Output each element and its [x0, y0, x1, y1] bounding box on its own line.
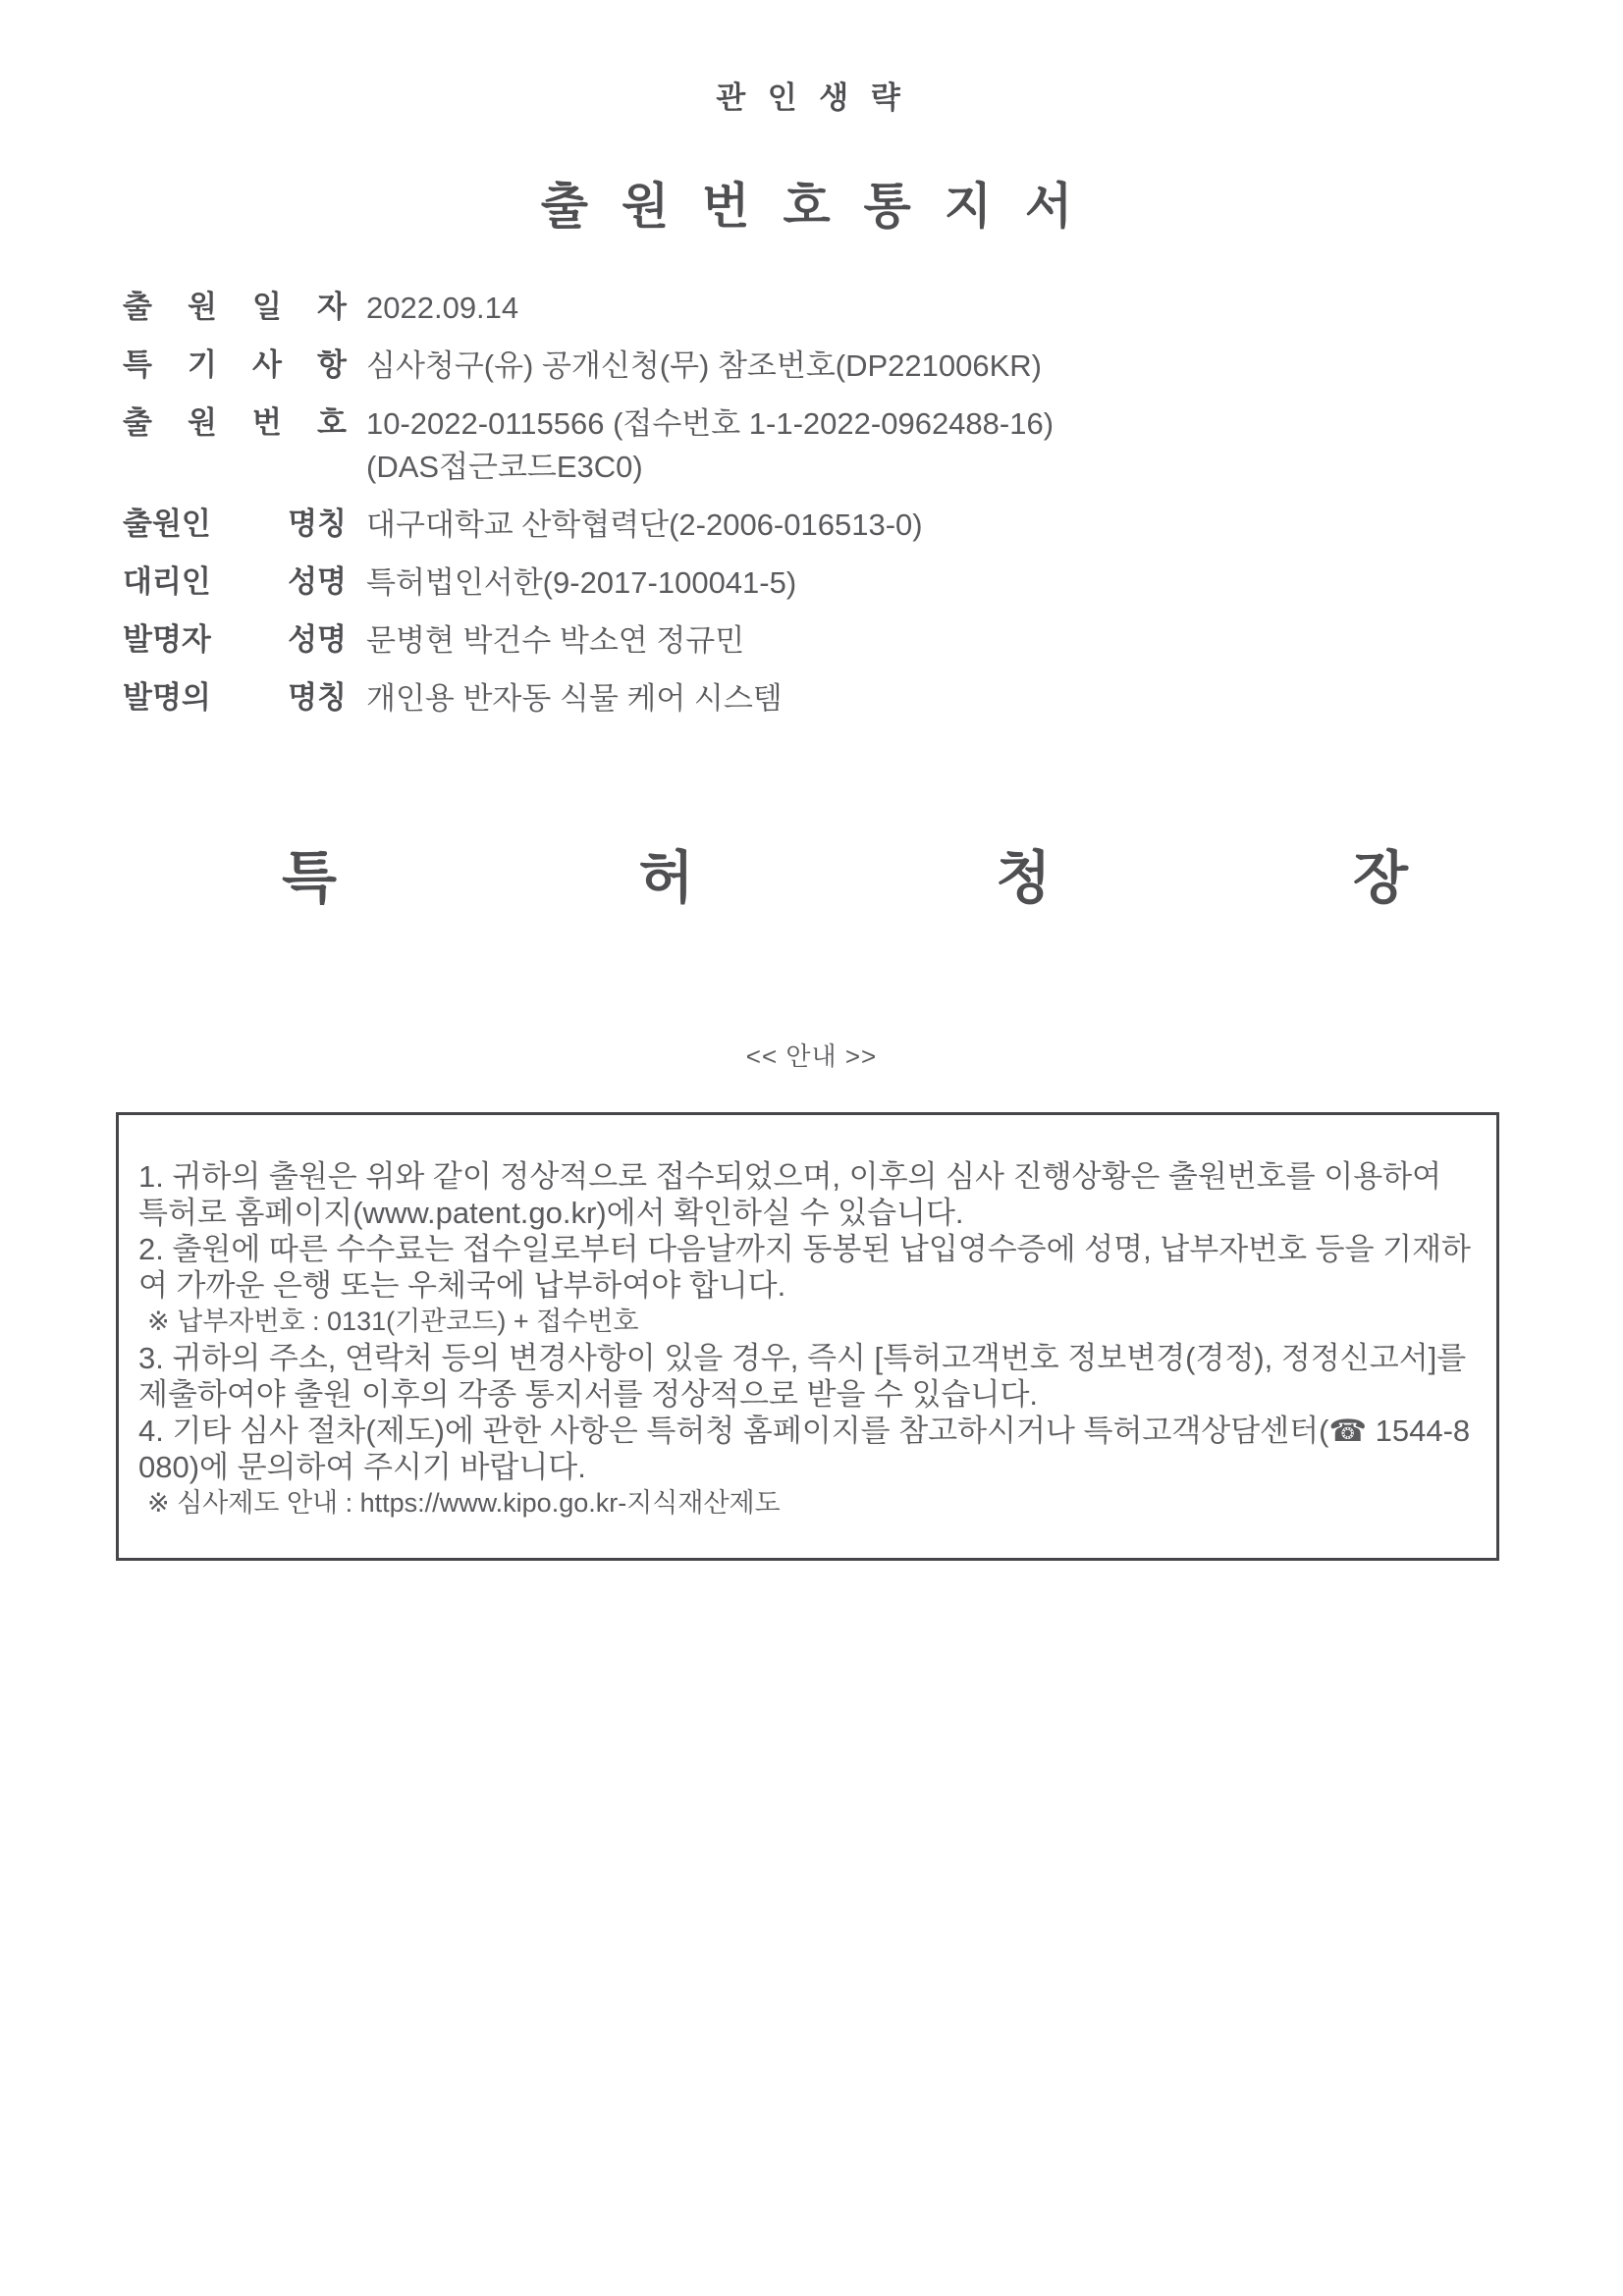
- field-label: [123, 504, 347, 545]
- field-row: [0, 619, 1623, 663]
- guide-header: << 안내 >>: [745, 1041, 878, 1071]
- field-value-line1: 개인용 반자동 식물 케어 시스템: [366, 681, 783, 716]
- field-row: [0, 561, 1623, 605]
- field-label: [123, 402, 347, 444]
- notice-numbered-item: 1. 귀하의 출원은 위와 같이 정상적으로 접수되었으며, 이후의 심사 진행상황은 출원번호를 이용하여 특허로 홈페이지(www.patent.go.kr)에서 확인하실 수 있습니다.: [138, 1159, 1442, 1230]
- field-value-line1: 10-2022-0115566 (접수번호 1-1-2022-0962488-16): [366, 406, 1055, 441]
- field-value: [366, 345, 1042, 388]
- field-label-word: 번: [252, 405, 282, 440]
- field-label-word: 명칭: [288, 507, 347, 541]
- field-value-line2: (DAS접근코드E3C0): [366, 450, 643, 484]
- field-value: [366, 504, 923, 547]
- field-row: [0, 287, 1623, 330]
- field-label-word: 항: [317, 347, 347, 382]
- field-label-word: 사: [252, 347, 282, 382]
- field-value: [366, 619, 744, 663]
- field-label: [123, 345, 347, 386]
- field-label-word: 성명: [288, 622, 347, 657]
- field-row: [0, 504, 1623, 547]
- field-row: [0, 677, 1623, 721]
- page-title: 출 원 번 호 통 지 서: [540, 179, 1083, 234]
- field-value-line1: 2022.09.14: [366, 291, 519, 325]
- field-value-line1: 심사청구(유) 공개신청(무) 참조번호(DP221006KR): [366, 348, 1042, 383]
- field-label-word: 기: [188, 347, 217, 382]
- notice-numbered-item: 4. 기타 심사 절차(제도)에 관한 사항은 특허청 홈페이지를 참고하시거나 특허고객상담센터(☎ 1544-8080)에 문의하여 주시기 바랍니다.: [138, 1414, 1471, 1484]
- notice-note-line: ※ 심사제도 안내 : https://www.kipo.go.kr-지식재산제도: [147, 1488, 781, 1518]
- field-label-word: 대리인: [123, 564, 211, 599]
- seal-omitted-note: 관 인 생 략: [716, 80, 907, 115]
- field-row: [0, 402, 1623, 489]
- field-row: [0, 345, 1623, 388]
- field-value-line1: 문병현 박건수 박소연 정규민: [366, 623, 745, 658]
- field-value: [366, 402, 1054, 489]
- fields-table: [0, 287, 1623, 735]
- field-label: [123, 619, 347, 661]
- field-label-word: 명칭: [288, 680, 347, 715]
- field-label-word: 자: [317, 290, 347, 324]
- commissioner-char: 특: [282, 846, 338, 910]
- field-label: [123, 561, 347, 603]
- field-label-word: 특: [123, 347, 152, 382]
- commissioner-char: 허: [638, 846, 694, 910]
- field-label-word: 발명의: [123, 680, 211, 715]
- field-value-line1: 대구대학교 산학협력단(2-2006-016513-0): [366, 507, 923, 542]
- field-label-word: 성명: [288, 564, 347, 599]
- notice-note-line: ※ 납부자번호 : 0131(기관코드) + 접수번호: [147, 1307, 639, 1336]
- field-label: [123, 677, 347, 719]
- field-label-word: 발명자: [123, 622, 211, 657]
- field-label-word: 원: [188, 405, 217, 440]
- notice-numbered-item: 2. 출원에 따른 수수료는 접수일로부터 다음날까지 동봉된 납입영수증에 성명, 납부자번호 등을 기재하여 가까운 은행 또는 우체국에 납부하여야 합니다.: [138, 1232, 1471, 1303]
- field-label-word: 출원인: [123, 507, 211, 541]
- field-value-line1: 특허법인서한(9-2017-100041-5): [366, 565, 797, 600]
- commissioner-char: 장: [1352, 846, 1408, 910]
- field-value: [366, 561, 796, 605]
- field-label-word: 호: [317, 405, 347, 440]
- field-value: [366, 287, 518, 330]
- notice-numbered-item: 3. 귀하의 주소, 연락처 등의 변경사항이 있을 경우, 즉시 [특허고객번호 정보변경(경정), 정정신고서]를 제출하여야 출원 이후의 각종 통지서를 정상적으로 받을 수 있습니다.: [138, 1341, 1467, 1412]
- field-label: [123, 287, 347, 328]
- field-label-word: 원: [188, 290, 217, 324]
- commissioner-signature: [282, 844, 1408, 913]
- field-label-word: 출: [123, 290, 152, 324]
- field-label-word: 출: [123, 405, 152, 440]
- field-label-word: 일: [252, 290, 282, 324]
- field-value: [366, 677, 783, 721]
- notice-box: [116, 1112, 1499, 1561]
- commissioner-char: 청: [996, 846, 1052, 910]
